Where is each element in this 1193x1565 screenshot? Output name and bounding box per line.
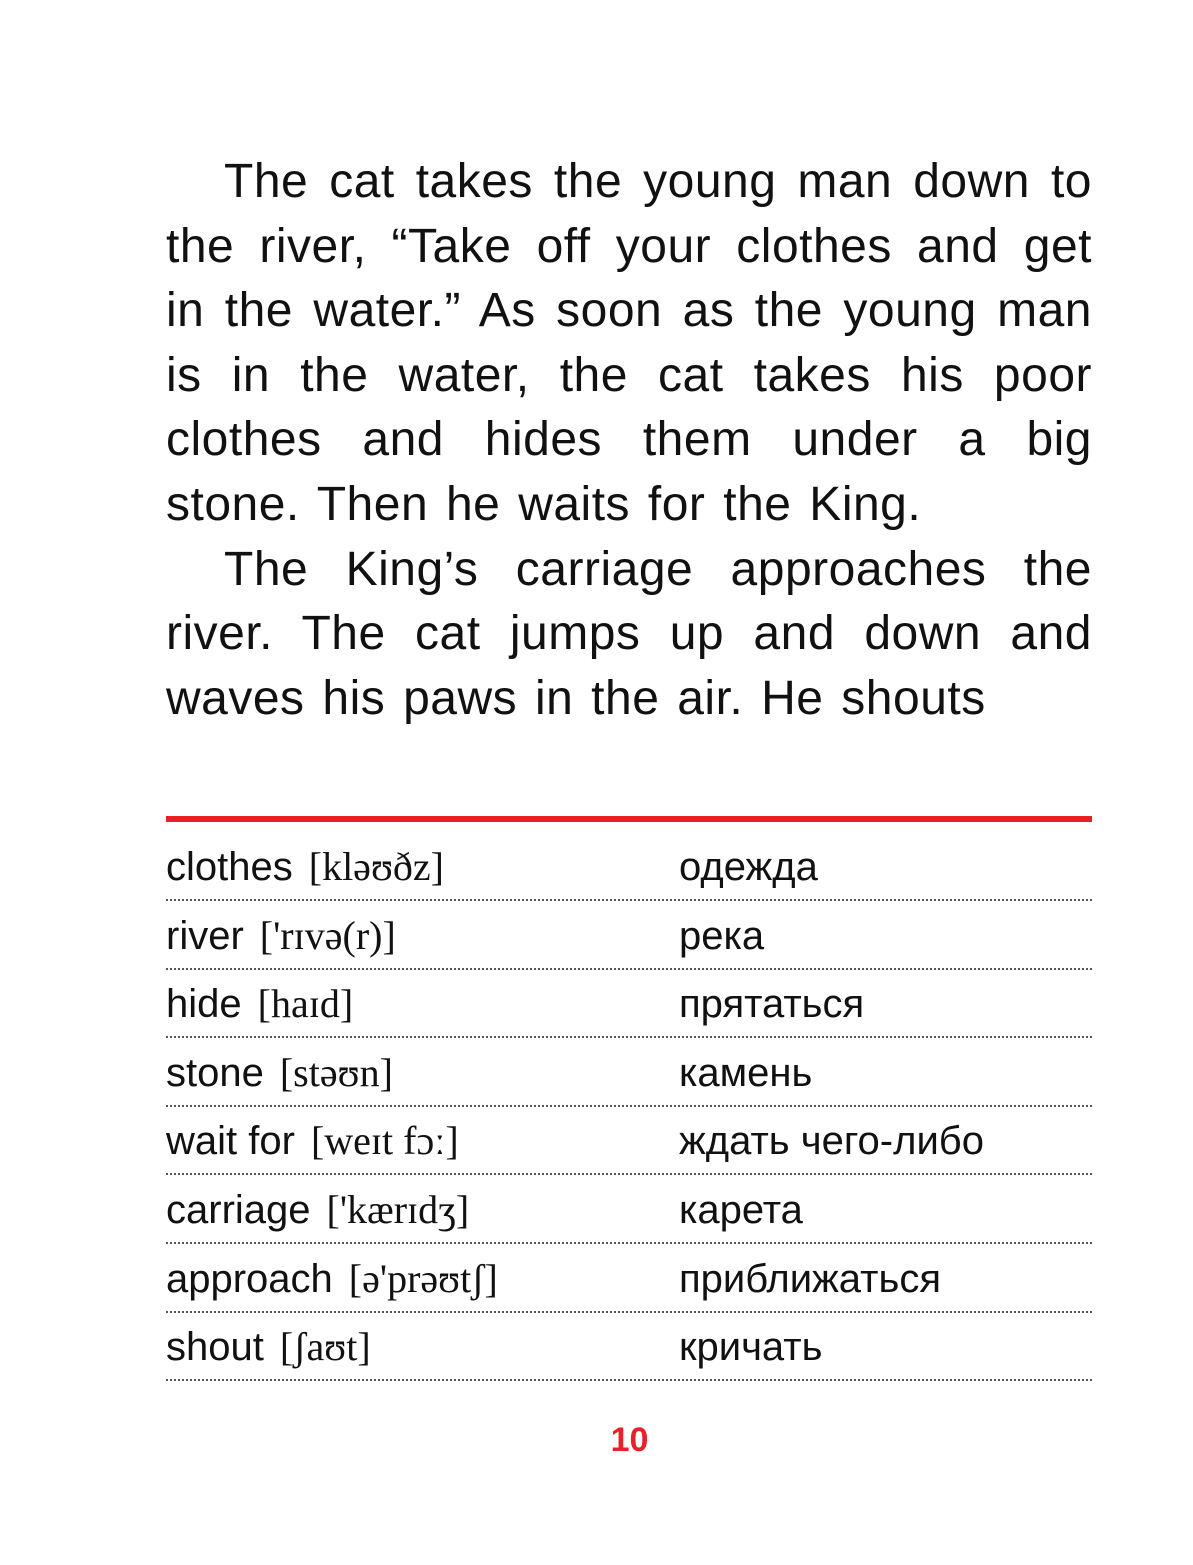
story-paragraph: The cat takes the young man down to the river, “Take off your clothes and get in the water.” As soon as the young man is in the water, the cat takes his poor clothes and hides them under a big stone. Then he waits for the King. (166, 155, 1092, 531)
vocabulary-translation: река (679, 913, 765, 958)
vocabulary-row (166, 1246, 1092, 1313)
red-divider (166, 816, 1092, 822)
vocabulary-transcription: [kləʊðz] (308, 844, 444, 889)
vocabulary-translation: ждать чего-либо (679, 1119, 984, 1164)
vocabulary-term (166, 1323, 371, 1371)
vocabulary-row (166, 834, 1092, 901)
vocabulary-word: shout (166, 1325, 264, 1370)
vocabulary-translation: приближаться (679, 1256, 941, 1301)
vocabulary-word: approach (166, 1256, 333, 1301)
vocabulary-word: wait for (166, 1119, 295, 1164)
vocabulary-term (166, 1049, 393, 1097)
vocabulary-transcription: ['rɪvə(r)] (259, 912, 396, 958)
vocabulary-term (166, 980, 353, 1028)
vocabulary-term (166, 1117, 459, 1165)
vocabulary-translation: кричать (679, 1325, 823, 1370)
vocabulary-transcription: [weɪt fɔː] (310, 1118, 459, 1164)
vocabulary-word: river (166, 913, 244, 958)
vocabulary-row (166, 903, 1092, 970)
vocabulary-term (166, 1186, 469, 1234)
vocabulary-row (166, 1040, 1092, 1107)
vocabulary-word: carriage (166, 1187, 311, 1232)
story-paragraph: The King’s carriage approaches the river. The cat jumps up and down and waves his paws in the air. He shouts (166, 542, 1092, 725)
vocabulary-row (166, 1177, 1092, 1244)
page-number: 10 (610, 1421, 649, 1459)
vocabulary-translation: прятаться (679, 982, 865, 1027)
vocabulary-translation: камень (679, 1050, 813, 1095)
vocabulary-translation: одежда (679, 845, 818, 889)
story-text (166, 150, 1092, 731)
vocabulary-transcription: [haɪd] (257, 981, 354, 1027)
vocabulary-transcription: ['kærɪdʒ] (326, 1186, 470, 1232)
vocabulary-list (166, 834, 1092, 1381)
vocabulary-translation: карета (679, 1187, 803, 1232)
vocabulary-transcription: [ʃaʊt] (279, 1324, 371, 1370)
vocabulary-row (166, 1314, 1092, 1381)
vocabulary-term (166, 912, 396, 960)
vocabulary-term (166, 1255, 498, 1303)
vocabulary-term (166, 843, 444, 891)
vocabulary-row (166, 971, 1092, 1038)
vocabulary-word: hide (166, 982, 242, 1027)
vocabulary-word: stone (166, 1050, 264, 1095)
vocabulary-row (166, 1108, 1092, 1175)
vocabulary-transcription: [ə'prəʊtʃ] (348, 1255, 498, 1301)
vocabulary-word: clothes (166, 845, 293, 889)
vocabulary-transcription: [stəʊn] (279, 1049, 393, 1095)
